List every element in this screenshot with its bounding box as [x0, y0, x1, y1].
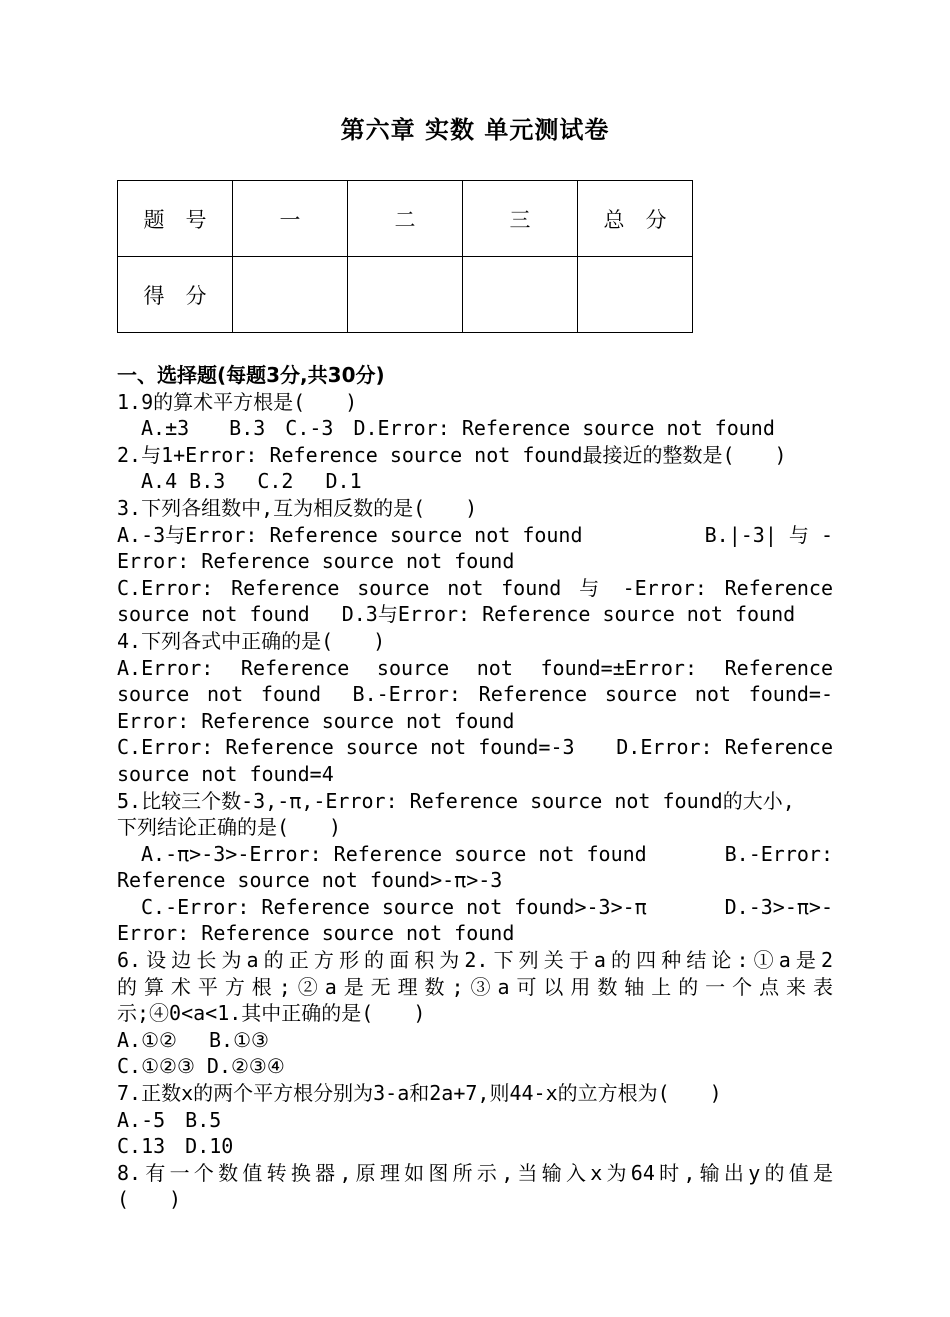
score-blank-2 — [348, 257, 463, 333]
score-blank-3 — [463, 257, 578, 333]
page-title: 第六章 实数 单元测试卷 — [340, 116, 610, 144]
question-6-stem-end: 示;④0<a<1.其中正确的是( ) — [117, 1001, 426, 1026]
question-4-option-c: C.Error: Reference source not found=-3 — [117, 735, 575, 760]
question-6-stem: 6.设边长为a的正方形的面积为2.下列关于a的四种结论:①a是2 — [117, 948, 833, 973]
score-row-label: 得 分 — [118, 257, 233, 333]
question-7-options-cd: C.13 D.10 — [117, 1134, 234, 1159]
question-4-option-a: A.Error: Reference source not found=±Error: Reference — [117, 655, 833, 680]
question-4-option-line — [117, 734, 833, 761]
score-cell-section2: 二 — [348, 181, 463, 257]
question-list — [117, 362, 833, 1213]
question-5-option-b: B.-Error: — [724, 841, 833, 866]
question-5-stem: 5.比较三个数-3,-π,-Error: Reference source not found的大小, — [117, 788, 795, 813]
score-table-score-row — [118, 257, 693, 333]
question-3-option-b: B.|-3| 与 - — [704, 522, 833, 547]
question-5-option-b-cont: Reference source not found>-π>-3 — [117, 868, 503, 893]
question-6-stem-cont: 的算术平方根;②a是无理数;③a可以用数轴上的一个点来表 — [117, 974, 833, 999]
score-cell-label: 题 号 — [118, 181, 233, 257]
question-3-option-d: source not found D.3与Error: Reference source not found — [117, 602, 796, 627]
question-2-stem: 2.与1+Error: Reference source not found最接近的整数是( ) — [117, 442, 787, 467]
question-8-answer-blank: ( ) — [117, 1187, 182, 1212]
question-1-options: A.±3 B.3 C.-3 D.Error: Reference source not found — [141, 416, 775, 441]
score-table — [117, 180, 693, 333]
question-3-option-a: A.-3与Error: Reference source not found — [117, 522, 583, 547]
score-cell-section1: 一 — [233, 181, 348, 257]
question-6-options-ab: A.①② B.①③ — [117, 1027, 269, 1052]
question-2-options: A.4 B.3 C.2 D.1 — [141, 469, 362, 494]
question-5-stem-cont: 下列结论正确的是( ) — [117, 815, 342, 840]
question-1-stem: 1.9的算术平方根是( ) — [117, 389, 358, 414]
score-blank-total — [578, 257, 693, 333]
question-4-option-b-cont: Error: Reference source not found — [117, 708, 515, 733]
question-8-stem: 8.有一个数值转换器,原理如图所示,当输入x为64时,输出y的值是 — [117, 1160, 833, 1185]
question-5-option-d: D.-3>-π>- — [724, 894, 833, 919]
section-heading: 一、选择题(每题3分,共30分) — [117, 363, 385, 387]
question-3-option-c: C.Error: Reference source not found 与 -Error: Reference — [117, 575, 833, 600]
question-3-option-line — [117, 522, 833, 549]
question-6-options-cd: C.①②③ D.②③④ — [117, 1054, 285, 1079]
question-5-option-d-cont: Error: Reference source not found — [117, 921, 515, 946]
score-table-header-row — [118, 181, 693, 257]
question-4-stem: 4.下列各式中正确的是( ) — [117, 628, 386, 653]
question-5-option-line-1 — [117, 841, 833, 868]
score-cell-section3: 三 — [463, 181, 578, 257]
question-3-stem: 3.下列各组数中,互为相反数的是( ) — [117, 495, 478, 520]
question-5-option-line-2 — [117, 894, 833, 921]
question-3-option-b-cont: Error: Reference source not found — [117, 549, 515, 574]
score-blank-1 — [233, 257, 348, 333]
question-5-option-c: C.-Error: Reference source not found>-3>-π — [141, 894, 647, 919]
question-7-stem: 7.正数x的两个平方根分别为3-a和2a+7,则44-x的立方根为( ) — [117, 1081, 722, 1106]
question-4-option-d: D.Error: Reference — [616, 735, 833, 760]
score-cell-total: 总 分 — [578, 181, 693, 257]
question-4-option-d-cont: source not found=4 — [117, 761, 334, 786]
question-4-option-b: source not found B.-Error: Reference source not found=- — [117, 682, 833, 707]
question-7-options-ab: A.-5 B.5 — [117, 1107, 222, 1132]
question-5-option-a: A.-π>-3>-Error: Reference source not found — [141, 841, 647, 866]
